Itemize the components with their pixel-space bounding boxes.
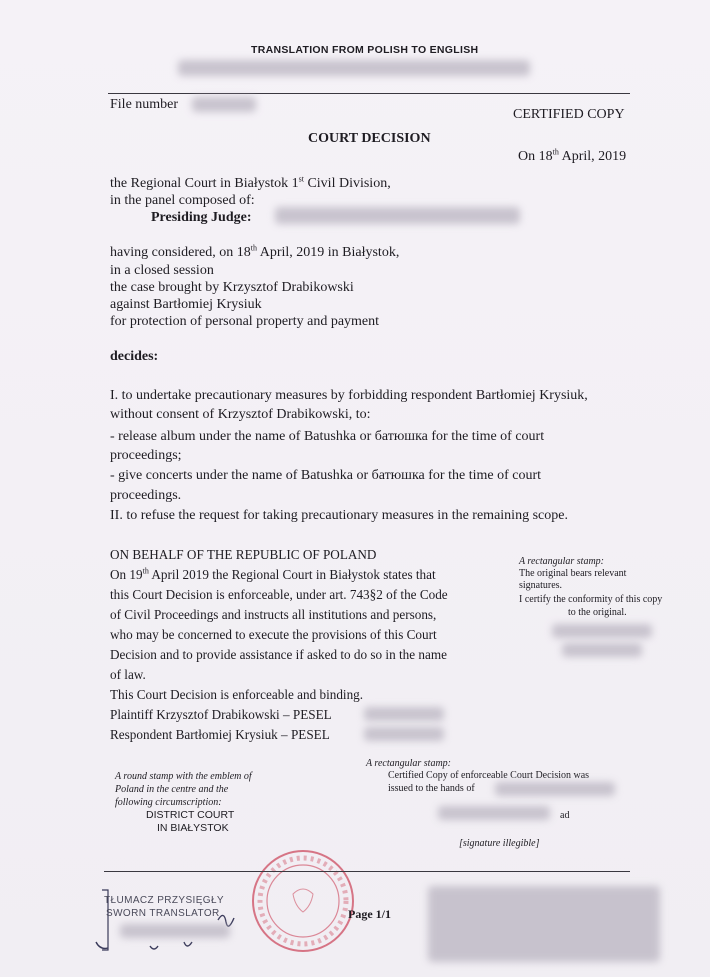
considered-line-4: against Bartłomiej Krysiuk (110, 297, 262, 312)
behalf-line: this Court Decision is enforceable, under art. 743§2 of the Code (110, 587, 448, 602)
decision-line: I. to undertake precautionary measures by forbidding respondent Bartłomiej Krysiuk, (110, 388, 588, 403)
court-seal-icon (248, 846, 358, 956)
redacted-footer-details (428, 886, 660, 962)
respondent-pesel-line: Respondent Bartłomiej Krysiuk – PESEL (110, 727, 330, 742)
redacted-plaintiff-pesel (364, 707, 444, 721)
decision-line: II. to refuse the request for taking precautionary measures in the remaining scope. (110, 508, 568, 523)
translator-stamp-line-1: TŁUMACZ PRZYSIĘGŁY (104, 895, 224, 906)
redacted-judge-name (275, 207, 520, 224)
translation-note: TRANSLATION FROM POLISH TO ENGLISH (251, 44, 479, 56)
date-suffix: April, 2019 (558, 149, 627, 164)
court-line-1-prefix: the Regional Court in Białystok 1 (110, 176, 299, 191)
considered-line-2: in a closed session (110, 263, 214, 278)
court-line-1-sup: st (298, 174, 304, 184)
behalf-line-1-sup: th (142, 566, 149, 576)
right-stamp-line: to the original. (568, 607, 627, 618)
signature-illegible: [signature illegible] (459, 838, 540, 849)
bottom-stamp-label: A rectangular stamp: (366, 758, 451, 769)
decides-label: decides: (110, 349, 159, 364)
court-line-1-suffix: Civil Division, (303, 176, 391, 191)
redacted-recipient-address (438, 806, 550, 820)
behalf-heading: ON BEHALF OF THE REPUBLIC OF POLAND (110, 547, 377, 562)
page-number: Page 1/1 (348, 907, 391, 921)
page-title: COURT DECISION (308, 131, 431, 146)
footer-rule (104, 871, 630, 872)
decision-line: proceedings. (110, 488, 182, 503)
behalf-line-1-suffix: April 2019 the Regional Court in Białystok states that (148, 567, 436, 582)
bottom-stamp-line-2: issued to the hands of (388, 783, 475, 794)
date-prefix: On 18 (518, 149, 553, 164)
bottom-stamp-line-1: Certified Copy of enforceable Court Decision was (388, 770, 590, 781)
decision-line: - release album under the name of Batushka or батюшка for the time of court (110, 429, 545, 444)
certified-copy-label: CERTIFIED COPY (513, 107, 625, 122)
considered-line-1-suffix: April, 2019 in Białystok, (256, 245, 400, 260)
behalf-line: This Court Decision is enforceable and binding. (110, 687, 364, 702)
considered-line-3: the case brought by Krzysztof Drabikowski (110, 280, 354, 295)
court-line-2: in the panel composed of: (110, 193, 255, 208)
date-sup: th (552, 147, 559, 157)
considered-line-5: for protection of personal property and payment (110, 314, 380, 329)
decision-line: proceedings; (110, 448, 182, 463)
round-stamp-line: Poland in the centre and the (115, 784, 229, 795)
plaintiff-pesel-line: Plaintiff Krzysztof Drabikowski – PESEL (110, 707, 332, 722)
redacted-translator-name (120, 924, 230, 938)
redacted-respondent-pesel (364, 727, 444, 741)
redacted-translator-signature (552, 624, 652, 638)
presiding-judge-label: Presiding Judge: (151, 210, 252, 225)
right-stamp-line: signatures. (519, 580, 563, 591)
file-number-label: File number (110, 97, 179, 112)
redacted-file-number (192, 97, 256, 112)
behalf-line-1-prefix: On 19 (110, 567, 143, 582)
considered-line-1 (110, 245, 399, 261)
redacted-recipient (495, 782, 615, 796)
right-stamp-label: A rectangular stamp: (519, 556, 604, 567)
round-stamp-line: A round stamp with the emblem of (115, 771, 252, 782)
decision-date (518, 149, 626, 165)
behalf-line: who may be concerned to execute the provisions of this Court (110, 627, 437, 642)
redacted-translator-signature (562, 643, 642, 657)
decision-line: - give concerts under the name of Batushka or батюшка for the time of court (110, 468, 542, 483)
round-stamp-line: following circumscription: (115, 797, 222, 808)
translator-stamp-line-2: SWORN TRANSLATOR (106, 908, 220, 919)
behalf-line: Decision and to provide assistance if asked to do so in the name (110, 647, 447, 662)
behalf-line: of law. (110, 667, 146, 682)
right-stamp-line: I certify the conformity of this copy (519, 594, 663, 605)
stamp-court-line: IN BIAŁYSTOK (157, 822, 229, 834)
considered-line-1-sup: th (250, 243, 257, 253)
behalf-line: of Civil Proceedings and instructs all institutions and persons, (110, 607, 437, 622)
translator-stamp-icon (90, 880, 250, 960)
stamp-court-line: DISTRICT COURT (146, 809, 235, 821)
redacted-header-line (178, 60, 530, 76)
decision-line: without consent of Krzysztof Drabikowski, to: (110, 407, 371, 422)
bottom-stamp-tail: ad (560, 810, 570, 821)
right-stamp-line: The original bears relevant (519, 568, 627, 579)
header-rule (108, 93, 630, 94)
court-line-1 (110, 176, 391, 192)
considered-line-1-prefix: having considered, on 18 (110, 245, 251, 260)
behalf-line-1 (110, 566, 436, 584)
